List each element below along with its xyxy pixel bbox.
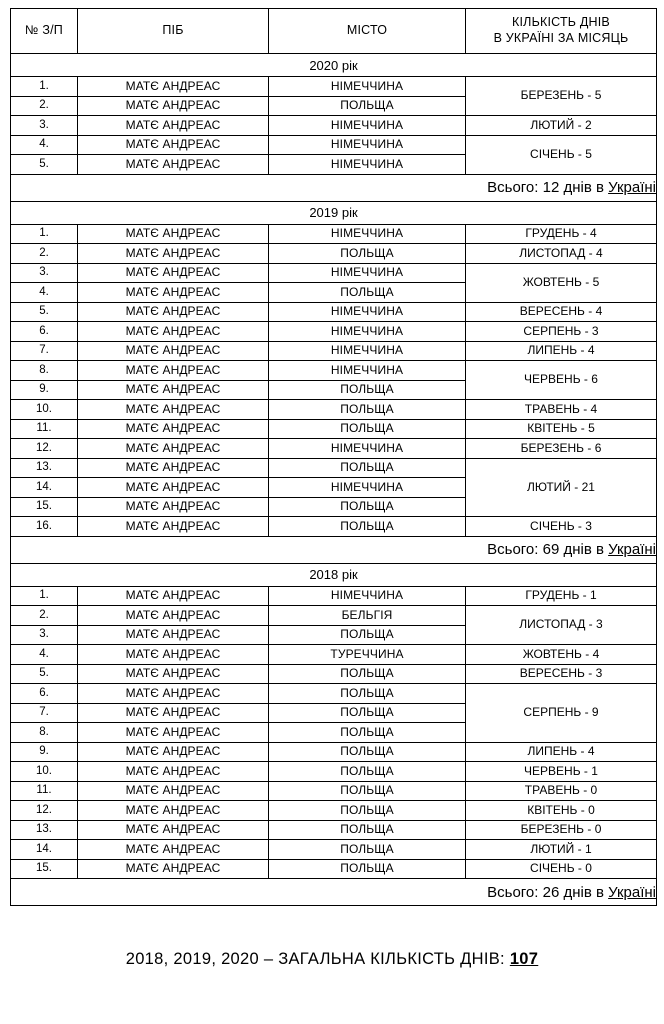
cell-city: НІМЕЧЧИНА xyxy=(269,478,466,498)
cell-number: 3. xyxy=(11,116,78,136)
cell-number: 14. xyxy=(11,840,78,860)
table-row xyxy=(11,606,657,626)
header-cell-name: ПІБ xyxy=(78,9,269,54)
cell-city: НІМЕЧЧИНА xyxy=(269,224,466,244)
cell-number: 11. xyxy=(11,781,78,801)
header-days-line2: В УКРАЇНІ ЗА МІСЯЦЬ xyxy=(493,31,629,45)
cell-city: НІМЕЧЧИНА xyxy=(269,302,466,322)
cell-number: 16. xyxy=(11,517,78,537)
year-header-row xyxy=(11,563,657,586)
year-total-text: Всього: 26 днів в xyxy=(487,883,609,901)
cell-name: МАТЄ АНДРЕАС xyxy=(78,400,269,420)
table-row xyxy=(11,419,657,439)
header-cell-days xyxy=(466,9,657,54)
table-body xyxy=(11,9,657,54)
cell-city: ТУРЕЧЧИНА xyxy=(269,645,466,665)
cell-days-in-ukraine: КВІТЕНЬ - 0 xyxy=(466,801,657,821)
table-row xyxy=(11,684,657,704)
cell-number: 3. xyxy=(11,263,78,283)
cell-days-in-ukraine: СІЧЕНЬ - 5 xyxy=(466,135,657,174)
cell-days-in-ukraine: ЛИПЕНЬ - 4 xyxy=(466,341,657,361)
table-row xyxy=(11,840,657,860)
cell-city: ПОЛЬЩА xyxy=(269,664,466,684)
cell-number: 12. xyxy=(11,439,78,459)
cell-name: МАТЄ АНДРЕАС xyxy=(78,77,269,97)
cell-city: ПОЛЬЩА xyxy=(269,517,466,537)
cell-days-in-ukraine: ЛИСТОПАД - 4 xyxy=(466,244,657,264)
table-sections xyxy=(11,54,657,906)
cell-number: 15. xyxy=(11,859,78,879)
table-row xyxy=(11,781,657,801)
cell-city: ПОЛЬЩА xyxy=(269,781,466,801)
cell-city: ПОЛЬЩА xyxy=(269,497,466,517)
cell-name: МАТЄ АНДРЕАС xyxy=(78,283,269,303)
cell-name: МАТЄ АНДРЕАС xyxy=(78,244,269,264)
cell-days-in-ukraine: ЧЕРВЕНЬ - 6 xyxy=(466,361,657,400)
days-in-ukraine-table xyxy=(10,8,657,906)
cell-name: МАТЄ АНДРЕАС xyxy=(78,703,269,723)
cell-city: ПОЛЬЩА xyxy=(269,723,466,743)
cell-city: ПОЛЬЩА xyxy=(269,820,466,840)
header-city-label: МІСТО xyxy=(346,23,388,38)
year-total-text: Всього: 69 днів в xyxy=(487,541,609,558)
year-total-label xyxy=(11,879,657,906)
cell-name: МАТЄ АНДРЕАС xyxy=(78,96,269,116)
cell-name: МАТЄ АНДРЕАС xyxy=(78,625,269,645)
cell-name: МАТЄ АНДРЕАС xyxy=(78,586,269,606)
cell-city: ПОЛЬЩА xyxy=(269,380,466,400)
cell-days-in-ukraine: ЖОВТЕНЬ - 4 xyxy=(466,645,657,665)
table-row xyxy=(11,458,657,478)
table-row xyxy=(11,664,657,684)
cell-number: 5. xyxy=(11,155,78,175)
cell-days-in-ukraine: ГРУДЕНЬ - 4 xyxy=(466,224,657,244)
cell-city: ПОЛЬЩА xyxy=(269,244,466,264)
cell-city: НІМЕЧЧИНА xyxy=(269,155,466,175)
cell-name: МАТЄ АНДРЕАС xyxy=(78,859,269,879)
cell-number: 8. xyxy=(11,723,78,743)
year-header-row xyxy=(11,54,657,77)
cell-number: 5. xyxy=(11,302,78,322)
cell-city: ПОЛЬЩА xyxy=(269,801,466,821)
cell-days-in-ukraine: ЛИПЕНЬ - 4 xyxy=(466,742,657,762)
cell-number: 10. xyxy=(11,400,78,420)
cell-city: НІМЕЧЧИНА xyxy=(269,322,466,342)
table-row xyxy=(11,224,657,244)
cell-number: 2. xyxy=(11,244,78,264)
cell-days-in-ukraine: СІЧЕНЬ - 0 xyxy=(466,859,657,879)
cell-number: 2. xyxy=(11,96,78,116)
year-total-row xyxy=(11,879,657,906)
cell-name: МАТЄ АНДРЕАС xyxy=(78,684,269,704)
cell-name: МАТЄ АНДРЕАС xyxy=(78,820,269,840)
cell-days-in-ukraine: СІЧЕНЬ - 3 xyxy=(466,517,657,537)
cell-days-in-ukraine: БЕРЕЗЕНЬ - 6 xyxy=(466,439,657,459)
cell-city: ПОЛЬЩА xyxy=(269,840,466,860)
year-total-row xyxy=(11,536,657,563)
cell-city: НІМЕЧЧИНА xyxy=(269,361,466,381)
cell-city: ПОЛЬЩА xyxy=(269,419,466,439)
cell-days-in-ukraine: СЕРПЕНЬ - 9 xyxy=(466,684,657,743)
cell-number: 12. xyxy=(11,801,78,821)
cell-days-in-ukraine: ЛЮТИЙ - 1 xyxy=(466,840,657,860)
year-total-text: Всього: 12 днів в xyxy=(487,179,609,196)
table-row xyxy=(11,645,657,665)
cell-number: 1. xyxy=(11,224,78,244)
cell-number: 15. xyxy=(11,497,78,517)
cell-number: 6. xyxy=(11,684,78,704)
table-row xyxy=(11,762,657,782)
cell-days-in-ukraine: БЕРЕЗЕНЬ - 0 xyxy=(466,820,657,840)
table-row xyxy=(11,400,657,420)
cell-number: 9. xyxy=(11,380,78,400)
cell-name: МАТЄ АНДРЕАС xyxy=(78,497,269,517)
cell-city: ПОЛЬЩА xyxy=(269,859,466,879)
table-row xyxy=(11,116,657,136)
cell-name: МАТЄ АНДРЕАС xyxy=(78,762,269,782)
cell-city: ПОЛЬЩА xyxy=(269,742,466,762)
table-row xyxy=(11,77,657,97)
footer-total-number: 107 xyxy=(509,950,539,968)
cell-name: МАТЄ АНДРЕАС xyxy=(78,439,269,459)
cell-city: НІМЕЧЧИНА xyxy=(269,263,466,283)
table-row xyxy=(11,859,657,879)
year-header-row xyxy=(11,201,657,224)
cell-name: МАТЄ АНДРЕАС xyxy=(78,419,269,439)
table-row xyxy=(11,586,657,606)
table-row xyxy=(11,517,657,537)
year-label: 2019 рік xyxy=(11,201,657,224)
cell-name: МАТЄ АНДРЕАС xyxy=(78,263,269,283)
cell-number: 7. xyxy=(11,341,78,361)
cell-city: НІМЕЧЧИНА xyxy=(269,439,466,459)
cell-days-in-ukraine: ВЕРЕСЕНЬ - 3 xyxy=(466,664,657,684)
cell-city: ПОЛЬЩА xyxy=(269,283,466,303)
cell-name: МАТЄ АНДРЕАС xyxy=(78,155,269,175)
cell-number: 1. xyxy=(11,586,78,606)
cell-name: МАТЄ АНДРЕАС xyxy=(78,781,269,801)
cell-days-in-ukraine: ЛЮТИЙ - 2 xyxy=(466,116,657,136)
table-row xyxy=(11,361,657,381)
cell-name: МАТЄ АНДРЕАС xyxy=(78,645,269,665)
footer-total xyxy=(10,950,654,969)
cell-number: 5. xyxy=(11,664,78,684)
cell-days-in-ukraine: ТРАВЕНЬ - 0 xyxy=(466,781,657,801)
cell-city: ПОЛЬЩА xyxy=(269,458,466,478)
cell-city: ПОЛЬЩА xyxy=(269,762,466,782)
table-row xyxy=(11,742,657,762)
table-row xyxy=(11,263,657,283)
cell-name: МАТЄ АНДРЕАС xyxy=(78,224,269,244)
year-total-country: Україні xyxy=(608,883,656,901)
cell-number: 1. xyxy=(11,77,78,97)
cell-days-in-ukraine: ВЕРЕСЕНЬ - 4 xyxy=(466,302,657,322)
cell-number: 11. xyxy=(11,419,78,439)
year-total-country: Україні xyxy=(608,541,656,558)
table-row xyxy=(11,439,657,459)
cell-name: МАТЄ АНДРЕАС xyxy=(78,116,269,136)
cell-number: 4. xyxy=(11,645,78,665)
cell-city: ПОЛЬЩА xyxy=(269,96,466,116)
cell-city: ПОЛЬЩА xyxy=(269,684,466,704)
table-row xyxy=(11,801,657,821)
table-row xyxy=(11,341,657,361)
cell-name: МАТЄ АНДРЕАС xyxy=(78,742,269,762)
table-row xyxy=(11,322,657,342)
cell-name: МАТЄ АНДРЕАС xyxy=(78,302,269,322)
cell-number: 13. xyxy=(11,458,78,478)
cell-name: МАТЄ АНДРЕАС xyxy=(78,380,269,400)
cell-name: МАТЄ АНДРЕАС xyxy=(78,840,269,860)
cell-days-in-ukraine: СЕРПЕНЬ - 3 xyxy=(466,322,657,342)
cell-number: 4. xyxy=(11,135,78,155)
cell-days-in-ukraine: ЛЮТИЙ - 21 xyxy=(466,458,657,517)
cell-number: 8. xyxy=(11,361,78,381)
cell-number: 2. xyxy=(11,606,78,626)
cell-number: 10. xyxy=(11,762,78,782)
cell-days-in-ukraine: ТРАВЕНЬ - 4 xyxy=(466,400,657,420)
table-row xyxy=(11,244,657,264)
table-row xyxy=(11,135,657,155)
cell-number: 14. xyxy=(11,478,78,498)
cell-number: 9. xyxy=(11,742,78,762)
cell-name: МАТЄ АНДРЕАС xyxy=(78,478,269,498)
year-total-label xyxy=(11,174,657,201)
year-total-label xyxy=(11,536,657,563)
cell-city: НІМЕЧЧИНА xyxy=(269,116,466,136)
cell-days-in-ukraine: ЛИСТОПАД - 3 xyxy=(466,606,657,645)
cell-name: МАТЄ АНДРЕАС xyxy=(78,341,269,361)
cell-city: НІМЕЧЧИНА xyxy=(269,77,466,97)
cell-city: НІМЕЧЧИНА xyxy=(269,135,466,155)
year-label: 2020 рік xyxy=(11,54,657,77)
cell-name: МАТЄ АНДРЕАС xyxy=(78,322,269,342)
cell-name: МАТЄ АНДРЕАС xyxy=(78,606,269,626)
header-days-line1: КІЛЬКІСТЬ ДНІВ xyxy=(512,15,610,30)
cell-city: ПОЛЬЩА xyxy=(269,625,466,645)
cell-city: ПОЛЬЩА xyxy=(269,400,466,420)
table-row xyxy=(11,820,657,840)
header-cell-number: № З/П xyxy=(11,9,78,54)
cell-days-in-ukraine: ГРУДЕНЬ - 1 xyxy=(466,586,657,606)
cell-number: 13. xyxy=(11,820,78,840)
cell-days-in-ukraine: КВІТЕНЬ - 5 xyxy=(466,419,657,439)
year-label: 2018 рік xyxy=(11,563,657,586)
year-total-row xyxy=(11,174,657,201)
cell-name: МАТЄ АНДРЕАС xyxy=(78,361,269,381)
cell-days-in-ukraine: ЖОВТЕНЬ - 5 xyxy=(466,263,657,302)
cell-name: МАТЄ АНДРЕАС xyxy=(78,801,269,821)
cell-name: МАТЄ АНДРЕАС xyxy=(78,135,269,155)
cell-number: 3. xyxy=(11,625,78,645)
cell-city: НІМЕЧЧИНА xyxy=(269,586,466,606)
cell-name: МАТЄ АНДРЕАС xyxy=(78,723,269,743)
header-cell-city xyxy=(269,9,466,54)
cell-number: 6. xyxy=(11,322,78,342)
cell-city: НІМЕЧЧИНА xyxy=(269,341,466,361)
cell-number: 4. xyxy=(11,283,78,303)
cell-city: ПОЛЬЩА xyxy=(269,703,466,723)
cell-days-in-ukraine: БЕРЕЗЕНЬ - 5 xyxy=(466,77,657,116)
cell-name: МАТЄ АНДРЕАС xyxy=(78,664,269,684)
table-header-row xyxy=(11,9,657,54)
cell-name: МАТЄ АНДРЕАС xyxy=(78,458,269,478)
table-row xyxy=(11,302,657,322)
year-total-country: Україні xyxy=(608,179,656,196)
cell-days-in-ukraine: ЧЕРВЕНЬ - 1 xyxy=(466,762,657,782)
cell-city: БЕЛЬГІЯ xyxy=(269,606,466,626)
footer-text: 2018, 2019, 2020 – ЗАГАЛЬНА КІЛЬКІСТЬ ДНІВ: xyxy=(125,950,510,968)
cell-number: 7. xyxy=(11,703,78,723)
cell-name: МАТЄ АНДРЕАС xyxy=(78,517,269,537)
